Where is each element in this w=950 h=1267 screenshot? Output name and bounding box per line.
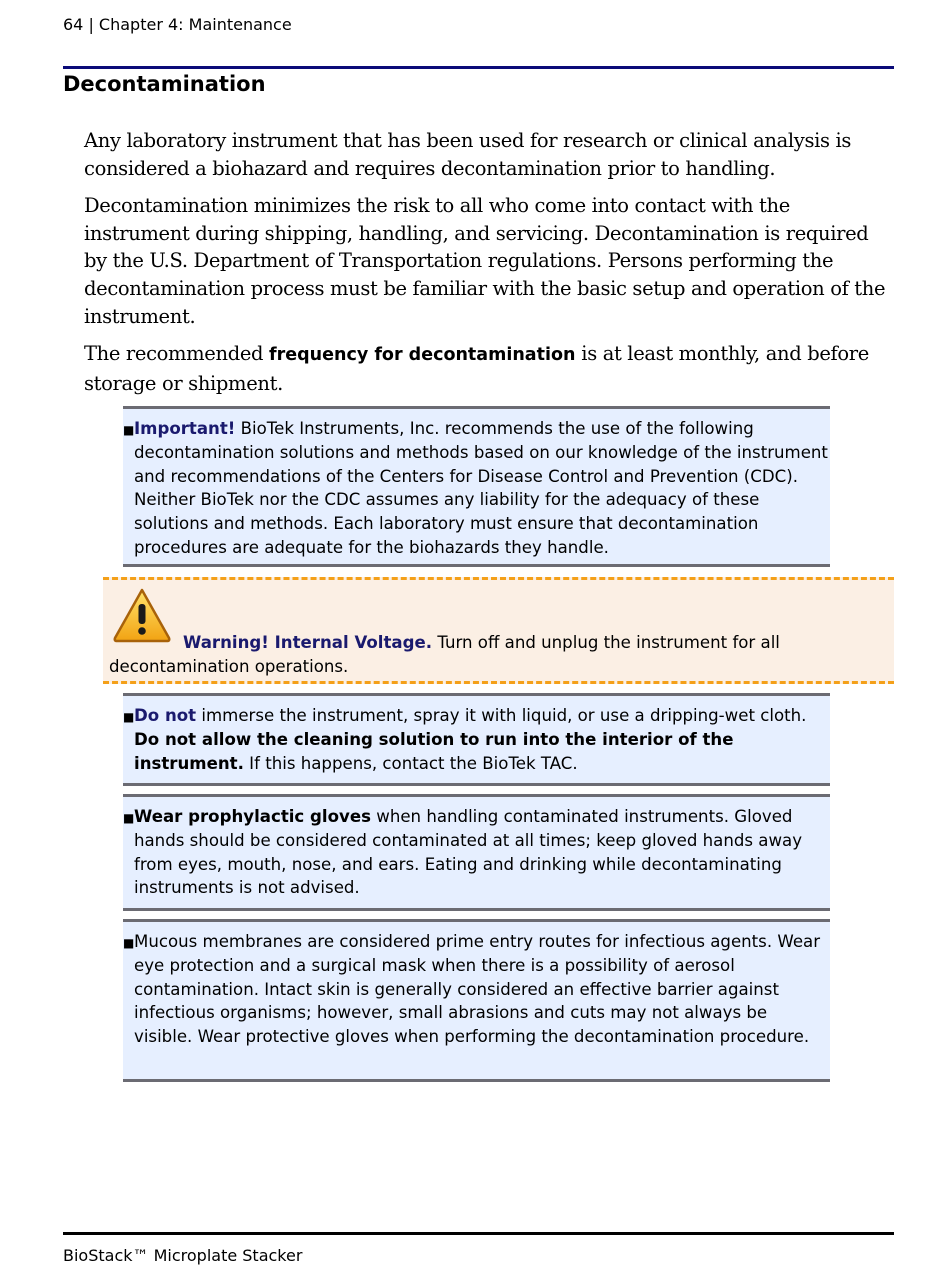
warning-line1-text: Turn off and unplug the instrument for all bbox=[432, 633, 780, 652]
warning-lead: Warning! Internal Voltage. bbox=[183, 633, 433, 652]
warning-triangle-icon bbox=[112, 587, 172, 643]
frequency-bold: frequency for decontamination bbox=[269, 345, 576, 365]
frequency-pre: The recommended bbox=[84, 342, 270, 365]
note-gloves bbox=[123, 794, 830, 911]
note-do-not bbox=[123, 693, 830, 786]
bullet-icon: ■ bbox=[123, 710, 135, 724]
do-not-bold: Do not allow the cleaning solution to run into the interior of the instrument. bbox=[134, 729, 734, 773]
bullet-icon: ■ bbox=[123, 811, 135, 825]
section-title: Decontamination bbox=[63, 72, 266, 96]
paragraph-biohazard: Any laboratory instrument that has been used for research or clinical analysis is considered a biohazard and requires decontamination prior to handling. bbox=[84, 129, 852, 180]
do-not-text-1: immerse the instrument, spray it with liquid, or use a dripping-wet cloth. bbox=[196, 706, 807, 725]
note-do-not-text bbox=[134, 704, 830, 775]
note-important-text bbox=[134, 417, 830, 560]
gloves-lead: Wear prophylactic gloves bbox=[134, 807, 371, 826]
paragraph-frequency bbox=[84, 340, 892, 397]
important-lead: Important! bbox=[134, 419, 236, 438]
do-not-lead: Do not bbox=[134, 706, 197, 725]
note-mucous-text: Mucous membranes are considered prime entry routes for infectious agents. Wear eye protection and a surgical mask when there is a possibility of aerosol contamination. Intact skin is generally considered an effective barrier against infectious organisms; however, small abrasions and cuts may not always be visible. Wear protective gloves when performing the decontamination procedure. bbox=[134, 932, 821, 1047]
frequency-post: is at least monthly, and before storage or shipment. bbox=[84, 342, 869, 395]
note-mucous bbox=[123, 919, 830, 1082]
bullet-icon: ■ bbox=[123, 423, 135, 437]
do-not-text-2: If this happens, contact the BioTek TAC. bbox=[243, 753, 578, 773]
warning-line-2: decontamination operations. bbox=[109, 657, 349, 676]
page-header: 64 | Chapter 4: Maintenance bbox=[63, 15, 292, 34]
bullet-icon: ■ bbox=[123, 936, 135, 950]
page-footer: BioStack™ Microplate Stacker bbox=[63, 1246, 303, 1265]
important-body: BioTek Instruments, Inc. recommends the use of the following decontamination solutions and methods based on our knowledge of the instrument and recommendations of the Centers for Disease Control and Prevention (CDC). Neither BioTek nor the CDC assumes any liability for the adequacy of these solutions and methods. Each laboratory must ensure that decontamination procedures are adequate for the biohazards they handle. bbox=[134, 419, 828, 557]
paragraph-minimizes-risk: Decontamination minimizes the risk to all who come into contact with the instrument during shipping, handling, and servicing. Decontamination is required by the U.S. Department of Transportation regulations. Persons performing the decontamination process must be familiar with the basic setup and operation of the instrument. bbox=[84, 194, 886, 328]
note-gloves-text bbox=[134, 805, 830, 900]
footer-rule bbox=[63, 1232, 894, 1235]
note-important bbox=[123, 406, 830, 567]
gloves-body: when handling contaminated instruments. Gloved hands should be considered contaminated at all times; keep gloved hands away from eyes, mouth, nose, and ears. Eating and drinking while decontaminating instruments is not advised. bbox=[134, 807, 803, 898]
warning-line-1 bbox=[183, 631, 780, 655]
warning-box bbox=[103, 577, 894, 684]
title-rule bbox=[63, 66, 894, 69]
